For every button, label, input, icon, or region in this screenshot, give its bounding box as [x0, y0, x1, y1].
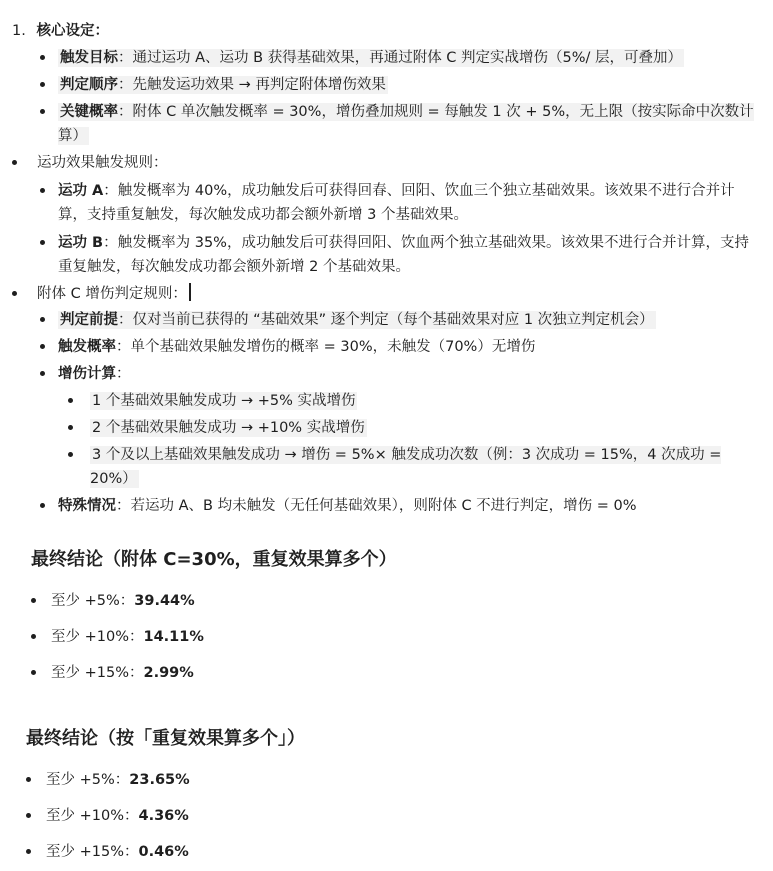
item-label: 增伤计算: [58, 366, 116, 382]
bullet-icon: [40, 240, 45, 245]
section3-title: 附体 C 增伤判定规则：: [37, 286, 187, 302]
item-label: 判定顺序: [60, 77, 118, 93]
bullet-icon: [40, 82, 45, 87]
item-label: 判定前提: [60, 312, 118, 328]
item-text: ：仅对当前已获得的 “基础效果” 逐个判定（每个基础效果对应 1 次独立判定机会）: [118, 312, 654, 328]
list-item: [58, 335, 535, 359]
sub-list-item: [90, 389, 357, 413]
bullet-icon: [26, 813, 31, 818]
sub-item-text: 3 个及以上基础效果触发成功 → 增伤 = 5%× 触发成功次数（例：3 次成功 = 15%，4 次成功 = 20%）: [90, 447, 722, 487]
list-item: [51, 625, 204, 649]
bullet-icon: [31, 634, 36, 639]
item-text: ：触发概率为 35%，成功触发后可获得回阳、饮血两个独立基础效果。该效果不进行合并计算，支持重复触发，每次触发成功都会额外新增 2 个基础效果。: [58, 235, 749, 275]
item-text: ：若运功 A、B 均未触发（无任何基础效果），则附体 C 不进行判定，增伤 = 0%: [116, 498, 637, 514]
conclusion2-title: 最终结论（按「重复效果算多个」）: [26, 728, 305, 749]
bullet-icon: [40, 109, 45, 114]
item-label: 特殊情况: [58, 498, 116, 514]
result-value: 14.11%: [143, 629, 204, 645]
list-item: [58, 73, 388, 97]
list-item: [58, 362, 131, 386]
bullet-icon: [12, 291, 17, 296]
bullet-icon: [68, 425, 73, 430]
result-label: 至少 +10%：: [46, 808, 139, 824]
list-item: [58, 179, 758, 227]
list-item: [58, 46, 684, 70]
item-text: ：先触发运功效果 → 再判定附体增伤效果: [118, 77, 386, 93]
list-item: [46, 804, 189, 828]
section2-title: 运功效果触发规则：: [37, 155, 168, 171]
result-label: 至少 +5%：: [46, 772, 130, 788]
item-label: 关键概率: [60, 104, 118, 120]
list-item: [46, 840, 189, 864]
result-value: 4.36%: [138, 808, 189, 824]
list-item: [58, 231, 758, 279]
result-value: 39.44%: [134, 593, 195, 609]
result-value: 23.65%: [129, 772, 190, 788]
bullet-icon: [31, 598, 36, 603]
bullet-icon: [40, 55, 45, 60]
item-text: ：附体 C 单次触发概率 = 30%，增伤叠加规则 = 每触发 1 次 + 5%，无上限（按实际命中次数计算）: [58, 104, 754, 144]
bullet-icon: [40, 371, 45, 376]
section1-title: 核心设定：: [36, 23, 109, 39]
item-label: 触发概率: [58, 339, 116, 355]
bullet-icon: [26, 777, 31, 782]
sub-item-text: 1 个基础效果触发成功 → +5% 实战增伤: [92, 393, 356, 409]
result-label: 至少 +15%：: [46, 844, 139, 860]
item-text: ：: [116, 366, 131, 382]
bullet-icon: [40, 317, 45, 322]
bullet-icon: [26, 849, 31, 854]
conclusion1-title: 最终结论（附体 C=30%，重复效果算多个）: [31, 549, 397, 570]
sub-list-item: [90, 416, 367, 440]
result-label: 至少 +5%：: [51, 593, 135, 609]
list-item: [58, 494, 637, 518]
list-item: [46, 768, 190, 792]
item-text: ：触发概率为 40%，成功触发后可获得回春、回阳、饮血三个独立基础效果。该效果不进行合并计算，支持重复触发，每次触发成功都会额外新增 3 个基础效果。: [58, 183, 735, 223]
bullet-icon: [31, 670, 36, 675]
sub-item-text: 2 个基础效果触发成功 → +10% 实战增伤: [92, 420, 365, 436]
text-cursor-icon: [189, 283, 191, 301]
item-text: ：单个基础效果触发增伤的概率 = 30%，未触发（70%）无增伤: [116, 339, 536, 355]
result-value: 0.46%: [138, 844, 189, 860]
bullet-icon: [40, 188, 45, 193]
sub-list-item: [90, 443, 762, 491]
list-item: [51, 589, 195, 613]
bullet-icon: [68, 398, 73, 403]
bullet-icon: [40, 503, 45, 508]
item-text: ：通过运功 A、运功 B 获得基础效果，再通过附体 C 判定实战增伤（5%/ 层，可叠加）: [118, 50, 683, 66]
section3-heading: [37, 282, 191, 306]
list-item: [58, 308, 656, 332]
result-label: 至少 +15%：: [51, 665, 144, 681]
bullet-icon: [68, 452, 73, 457]
item-label: 运功 A: [58, 183, 104, 199]
result-value: 2.99%: [143, 665, 194, 681]
bullet-icon: [12, 160, 17, 165]
result-label: 至少 +10%：: [51, 629, 144, 645]
list-item: [51, 661, 194, 685]
item-label: 触发目标: [60, 50, 118, 66]
section1-number: 1.: [12, 23, 26, 39]
section1-heading: [12, 19, 109, 43]
list-item: [58, 100, 758, 148]
item-label: 运功 B: [58, 235, 104, 251]
bullet-icon: [40, 344, 45, 349]
